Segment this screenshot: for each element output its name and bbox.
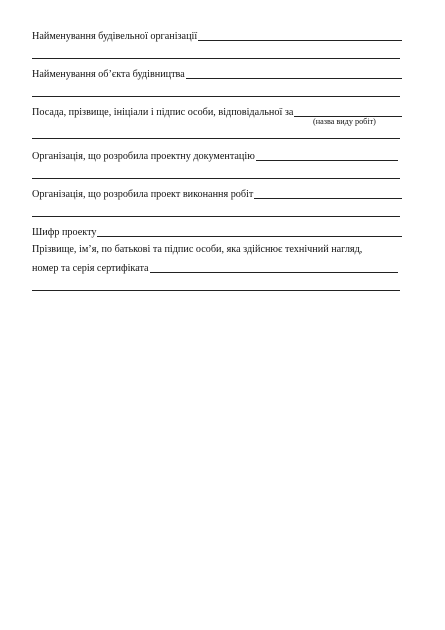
responsible-person-label: Посада, прізвище, ініціали і підпис особи, відповідальної за [32,107,294,118]
supervisor-label-line-1: Прізвище, ім’я, по батькові та підпис особи, яка здійснює технічний нагляд, [32,244,363,255]
project-code-label: Шифр проекту [32,227,97,238]
construction-org-label: Найменування будівельної організації [32,31,198,42]
work-project-org-field[interactable] [254,188,402,199]
supervisor-extra-line[interactable] [32,290,400,291]
supervisor-certificate-label: номер та серія сертифіката [32,263,149,274]
construction-org-extra-line[interactable] [32,58,400,59]
project-code-row [32,226,402,239]
construction-org-field[interactable] [198,30,402,41]
project-code-field[interactable] [97,226,402,237]
object-name-label: Найменування об’єкта будівництва [32,69,185,80]
responsible-person-hint: (назва виду робіт) [313,117,376,126]
object-name-row [32,68,402,81]
responsible-person-field[interactable] [294,106,402,117]
object-name-extra-line[interactable] [32,96,400,97]
supervisor-certificate-row [32,262,398,275]
design-org-extra-line[interactable] [32,178,400,179]
design-org-field[interactable] [256,150,398,161]
responsible-person-extra-line[interactable] [32,138,400,139]
work-project-org-row [32,188,402,201]
design-org-label: Організація, що розробила проектну документацію [32,151,255,162]
object-name-field[interactable] [186,68,402,79]
work-project-org-extra-line[interactable] [32,216,400,217]
work-project-org-label: Організація, що розробила проект виконання робіт [32,189,254,200]
supervisor-certificate-field[interactable] [150,262,398,273]
construction-org-row [32,30,402,43]
design-org-row [32,150,398,163]
